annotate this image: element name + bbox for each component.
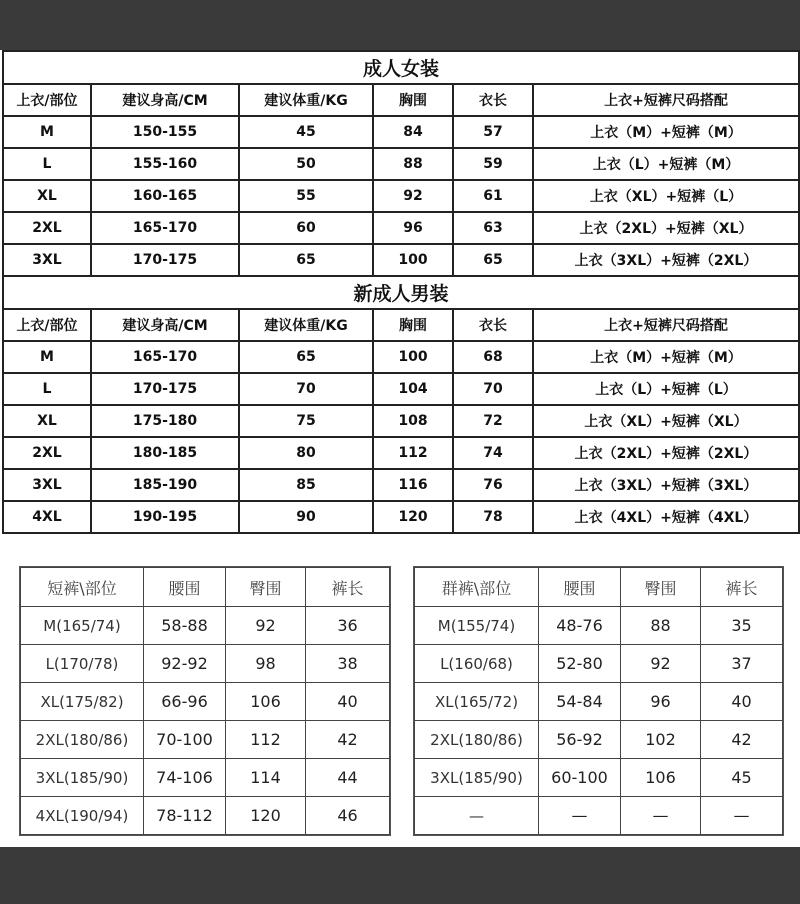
- skirt-shorts-row: [415, 645, 783, 683]
- cell: —: [701, 797, 783, 835]
- cell: 102: [621, 721, 701, 759]
- women-row: [3, 212, 799, 244]
- cell: 2XL(180/86): [415, 721, 539, 759]
- header-cell: 上衣/部位: [3, 309, 91, 341]
- cell: 52-80: [539, 645, 621, 683]
- header-cell: 胸围: [373, 309, 453, 341]
- header-cell: 建议体重/KG: [239, 84, 373, 116]
- cell: M(155/74): [415, 607, 539, 645]
- cell: 90: [239, 501, 373, 533]
- size-chart-page: [0, 50, 800, 847]
- cell: 108: [373, 405, 453, 437]
- cell: 78-112: [144, 797, 226, 835]
- header-cell: 上衣+短裤尺码搭配: [533, 309, 799, 341]
- women-row: [3, 180, 799, 212]
- cell: 上衣（4XL）+短裤（4XL）: [533, 501, 799, 533]
- men-row: [3, 501, 799, 533]
- cell: 66-96: [144, 683, 226, 721]
- skirt-shorts-size-panel: [413, 566, 784, 836]
- cell: 2XL(180/86): [21, 721, 144, 759]
- cell: 3XL: [3, 469, 91, 501]
- cell: 116: [373, 469, 453, 501]
- cell: L: [3, 373, 91, 405]
- cell: 170-175: [91, 244, 239, 276]
- cell: 70-100: [144, 721, 226, 759]
- cell: M(165/74): [21, 607, 144, 645]
- men-row: [3, 437, 799, 469]
- adult-size-table: [2, 50, 800, 534]
- cell: 36: [306, 607, 390, 645]
- women-row: [3, 116, 799, 148]
- cell: 上衣（3XL）+短裤（2XL）: [533, 244, 799, 276]
- cell: 84: [373, 116, 453, 148]
- cell: 2XL: [3, 437, 91, 469]
- cell: 42: [306, 721, 390, 759]
- shorts-row: [21, 797, 390, 835]
- cell: 上衣（L）+短裤（M）: [533, 148, 799, 180]
- cell: XL(165/72): [415, 683, 539, 721]
- cell: 120: [373, 501, 453, 533]
- header-cell: 腰围: [144, 568, 226, 607]
- cell: 92: [226, 607, 306, 645]
- cell: 92-92: [144, 645, 226, 683]
- women-row: [3, 148, 799, 180]
- cell: 98: [226, 645, 306, 683]
- men-row: [3, 341, 799, 373]
- cell: 88: [621, 607, 701, 645]
- cell: 65: [453, 244, 533, 276]
- cell: 40: [701, 683, 783, 721]
- cell: 85: [239, 469, 373, 501]
- cell: 50: [239, 148, 373, 180]
- cell: 92: [373, 180, 453, 212]
- cell: 106: [226, 683, 306, 721]
- cell: 57: [453, 116, 533, 148]
- cell: 54-84: [539, 683, 621, 721]
- cell: 45: [239, 116, 373, 148]
- cell: 61: [453, 180, 533, 212]
- shorts-row: [21, 645, 390, 683]
- cell: 76: [453, 469, 533, 501]
- men-header-row: [3, 309, 799, 341]
- cell: 165-170: [91, 212, 239, 244]
- cell: 170-175: [91, 373, 239, 405]
- cell: 114: [226, 759, 306, 797]
- cell: 68: [453, 341, 533, 373]
- header-cell: 臀围: [226, 568, 306, 607]
- cell: 48-76: [539, 607, 621, 645]
- cell: 175-180: [91, 405, 239, 437]
- cell: 70: [239, 373, 373, 405]
- cell: L(160/68): [415, 645, 539, 683]
- cell: 70: [453, 373, 533, 405]
- header-cell: 衣长: [453, 84, 533, 116]
- header-cell: 裤长: [306, 568, 390, 607]
- men-row: [3, 469, 799, 501]
- women-title-row: [3, 51, 799, 84]
- women-row: [3, 244, 799, 276]
- cell: 65: [239, 341, 373, 373]
- cell: 45: [701, 759, 783, 797]
- header-cell: 臀围: [621, 568, 701, 607]
- cell: 35: [701, 607, 783, 645]
- cell: 106: [621, 759, 701, 797]
- cell: XL(175/82): [21, 683, 144, 721]
- cell: 92: [621, 645, 701, 683]
- cell: 100: [373, 341, 453, 373]
- header-cell: 群裤\部位: [415, 568, 539, 607]
- cell: 3XL(185/90): [415, 759, 539, 797]
- men-row: [3, 373, 799, 405]
- cell: 上衣（2XL）+短裤（2XL）: [533, 437, 799, 469]
- cell: 75: [239, 405, 373, 437]
- cell: 96: [621, 683, 701, 721]
- cell: L(170/78): [21, 645, 144, 683]
- cell: 3XL(185/90): [21, 759, 144, 797]
- header-cell: 建议身高/CM: [91, 84, 239, 116]
- shorts-row: [21, 607, 390, 645]
- men-row: [3, 405, 799, 437]
- cell: XL: [3, 180, 91, 212]
- cell: 42: [701, 721, 783, 759]
- cell: 60-100: [539, 759, 621, 797]
- shorts-row: [21, 721, 390, 759]
- men-title-row: [3, 276, 799, 309]
- cell: 104: [373, 373, 453, 405]
- skirt-shorts-row: [415, 607, 783, 645]
- header-cell: 短裤\部位: [21, 568, 144, 607]
- cell: 4XL: [3, 501, 91, 533]
- header-cell: 上衣/部位: [3, 84, 91, 116]
- cell: 160-165: [91, 180, 239, 212]
- cell: 2XL: [3, 212, 91, 244]
- skirt-shorts-row: [415, 759, 783, 797]
- skirt-shorts-row: [415, 683, 783, 721]
- cell: —: [621, 797, 701, 835]
- cell: —: [539, 797, 621, 835]
- skirt-shorts-row: [415, 721, 783, 759]
- cell: 96: [373, 212, 453, 244]
- shorts-size-panel: [19, 566, 391, 836]
- cell: 165-170: [91, 341, 239, 373]
- cell: 38: [306, 645, 390, 683]
- cell: 63: [453, 212, 533, 244]
- cell: 上衣（XL）+短裤（L）: [533, 180, 799, 212]
- cell: 112: [226, 721, 306, 759]
- cell: 40: [306, 683, 390, 721]
- cell: 88: [373, 148, 453, 180]
- cell: 74-106: [144, 759, 226, 797]
- header-cell: 裤长: [701, 568, 783, 607]
- header-cell: 建议身高/CM: [91, 309, 239, 341]
- cell: 46: [306, 797, 390, 835]
- cell: 60: [239, 212, 373, 244]
- cell: 78: [453, 501, 533, 533]
- cell: 74: [453, 437, 533, 469]
- header-cell: 衣长: [453, 309, 533, 341]
- cell: 180-185: [91, 437, 239, 469]
- skirt-shorts-row: [415, 797, 783, 835]
- cell: 185-190: [91, 469, 239, 501]
- women-header-row: [3, 84, 799, 116]
- header-cell: 腰围: [539, 568, 621, 607]
- shorts-header-row: [21, 568, 390, 607]
- women-section-title: 成人女装: [3, 51, 799, 84]
- cell: 72: [453, 405, 533, 437]
- cell: 上衣（3XL）+短裤（3XL）: [533, 469, 799, 501]
- cell: 上衣（M）+短裤（M）: [533, 341, 799, 373]
- cell: 56-92: [539, 721, 621, 759]
- shorts-row: [21, 683, 390, 721]
- shorts-row: [21, 759, 390, 797]
- men-section-title: 新成人男装: [3, 276, 799, 309]
- header-cell: 上衣+短裤尺码搭配: [533, 84, 799, 116]
- cell: 3XL: [3, 244, 91, 276]
- cell: L: [3, 148, 91, 180]
- cell: 58-88: [144, 607, 226, 645]
- cell: XL: [3, 405, 91, 437]
- cell: 上衣（XL）+短裤（XL）: [533, 405, 799, 437]
- cell: 155-160: [91, 148, 239, 180]
- cell: M: [3, 116, 91, 148]
- header-cell: 建议体重/KG: [239, 309, 373, 341]
- skirt-shorts-size-table: [414, 567, 783, 835]
- cell: 4XL(190/94): [21, 797, 144, 835]
- shorts-size-table: [20, 567, 390, 835]
- cell: 65: [239, 244, 373, 276]
- cell: 37: [701, 645, 783, 683]
- cell: 100: [373, 244, 453, 276]
- cell: —: [415, 797, 539, 835]
- header-cell: 胸围: [373, 84, 453, 116]
- cell: 190-195: [91, 501, 239, 533]
- cell: 59: [453, 148, 533, 180]
- cell: 80: [239, 437, 373, 469]
- cell: 上衣（M）+短裤（M）: [533, 116, 799, 148]
- cell: 120: [226, 797, 306, 835]
- cell: M: [3, 341, 91, 373]
- cell: 上衣（2XL）+短裤（XL）: [533, 212, 799, 244]
- cell: 44: [306, 759, 390, 797]
- cell: 112: [373, 437, 453, 469]
- cell: 上衣（L）+短裤（L）: [533, 373, 799, 405]
- cell: 55: [239, 180, 373, 212]
- skirt-shorts-header-row: [415, 568, 783, 607]
- cell: 150-155: [91, 116, 239, 148]
